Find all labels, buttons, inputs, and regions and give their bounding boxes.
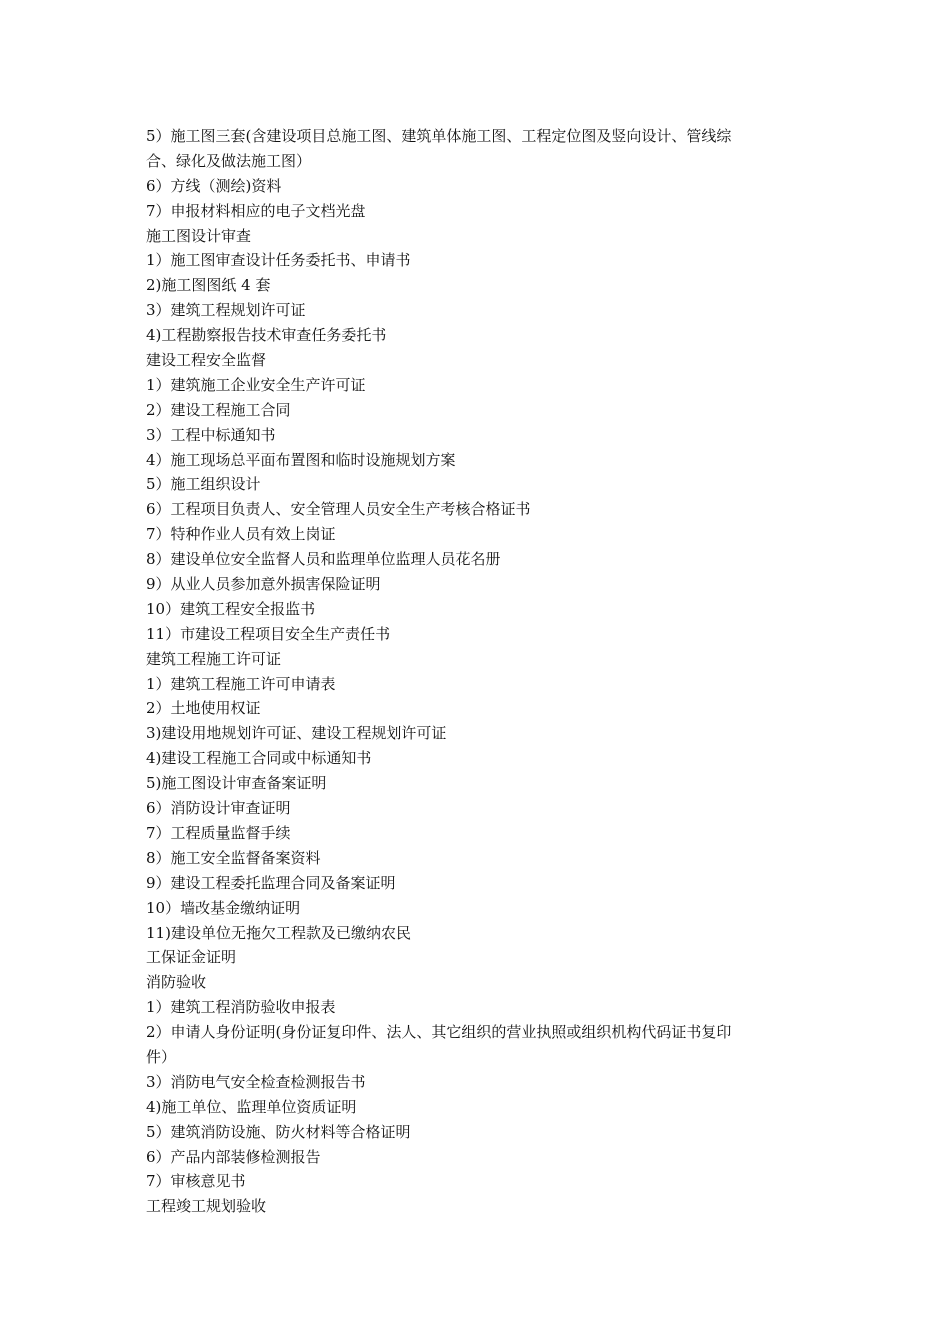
text-line: 4)工程勘察报告技术审查任务委托书 xyxy=(146,326,387,345)
text-line: 7）工程质量监督手续 xyxy=(146,823,291,842)
text-line: 2）建设工程施工合同 xyxy=(146,400,291,419)
text-line: 1）建筑施工企业安全生产许可证 xyxy=(146,375,366,394)
text-line: 3)建设用地规划许可证、建设工程规划许可证 xyxy=(146,724,447,743)
text-line: 件） xyxy=(146,1047,177,1066)
text-line: 4)建设工程施工合同或中标通知书 xyxy=(146,749,372,768)
text-line: 9）建设工程委托监理合同及备案证明 xyxy=(146,873,396,892)
text-line: 施工图设计审查 xyxy=(146,226,252,245)
text-line: 7）申报材料相应的电子文档光盘 xyxy=(146,201,366,220)
text-line: 5）施工图三套(含建设项目总施工图、建筑单体施工图、工程定位图及竖向设计、管线综 xyxy=(146,127,732,145)
text-line: 5）建筑消防设施、防火材料等合格证明 xyxy=(146,1122,411,1141)
text-line: 1）建筑工程施工许可申请表 xyxy=(146,674,336,693)
text-line: 1）施工图审查设计任务委托书、申请书 xyxy=(146,251,411,270)
text-line: 2)施工图图纸 4 套 xyxy=(146,276,271,295)
text-line: 6）产品内部装修检测报告 xyxy=(146,1147,321,1166)
text-line: 7）特种作业人员有效上岗证 xyxy=(146,525,336,544)
text-line: 5)施工图设计审查备案证明 xyxy=(146,774,327,793)
text-line: 2）土地使用权证 xyxy=(146,699,261,718)
text-line: 4)施工单位、监理单位资质证明 xyxy=(146,1097,357,1116)
text-line: 5）施工组织设计 xyxy=(146,475,261,494)
text-line: 工程竣工规划验收 xyxy=(146,1197,267,1216)
text-line: 11)建设单位无拖欠工程款及已缴纳农民 xyxy=(146,923,411,942)
text-line: 2）申请人身份证明(身份证复印件、法人、其它组织的营业执照或组织机构代码证书复印 xyxy=(146,1023,732,1042)
text-line: 建设工程安全监督 xyxy=(146,351,267,370)
text-line: 3）工程中标通知书 xyxy=(146,425,276,444)
text-line: 7）审核意见书 xyxy=(146,1172,246,1191)
text-line: 合、绿化及做法施工图） xyxy=(146,151,312,170)
text-line: 8）建设单位安全监督人员和监理单位监理人员花名册 xyxy=(146,550,501,569)
text-line: 3）建筑工程规划许可证 xyxy=(146,301,306,320)
text-line: 9）从业人员参加意外损害保险证明 xyxy=(146,575,381,594)
text-line: 消防验收 xyxy=(146,973,207,992)
text-line: 6）消防设计审查证明 xyxy=(146,799,291,818)
document-body xyxy=(146,124,808,1219)
text-line: 10）墙改基金缴纳证明 xyxy=(146,898,301,917)
text-line: 10）建筑工程安全报监书 xyxy=(146,599,316,618)
text-line: 6）方线（测绘)资料 xyxy=(146,176,282,195)
text-line: 1）建筑工程消防验收申报表 xyxy=(146,998,336,1017)
text-line: 建筑工程施工许可证 xyxy=(146,649,282,668)
text-line: 11）市建设工程项目安全生产责任书 xyxy=(146,624,391,643)
text-line: 6）工程项目负责人、安全管理人员安全生产考核合格证书 xyxy=(146,500,531,519)
text-line: 工保证金证明 xyxy=(146,948,237,967)
text-line: 8）施工安全监督备案资料 xyxy=(146,848,321,867)
text-line: 3）消防电气安全检查检测报告书 xyxy=(146,1072,366,1091)
text-line: 4）施工现场总平面布置图和临时设施规划方案 xyxy=(146,450,456,469)
